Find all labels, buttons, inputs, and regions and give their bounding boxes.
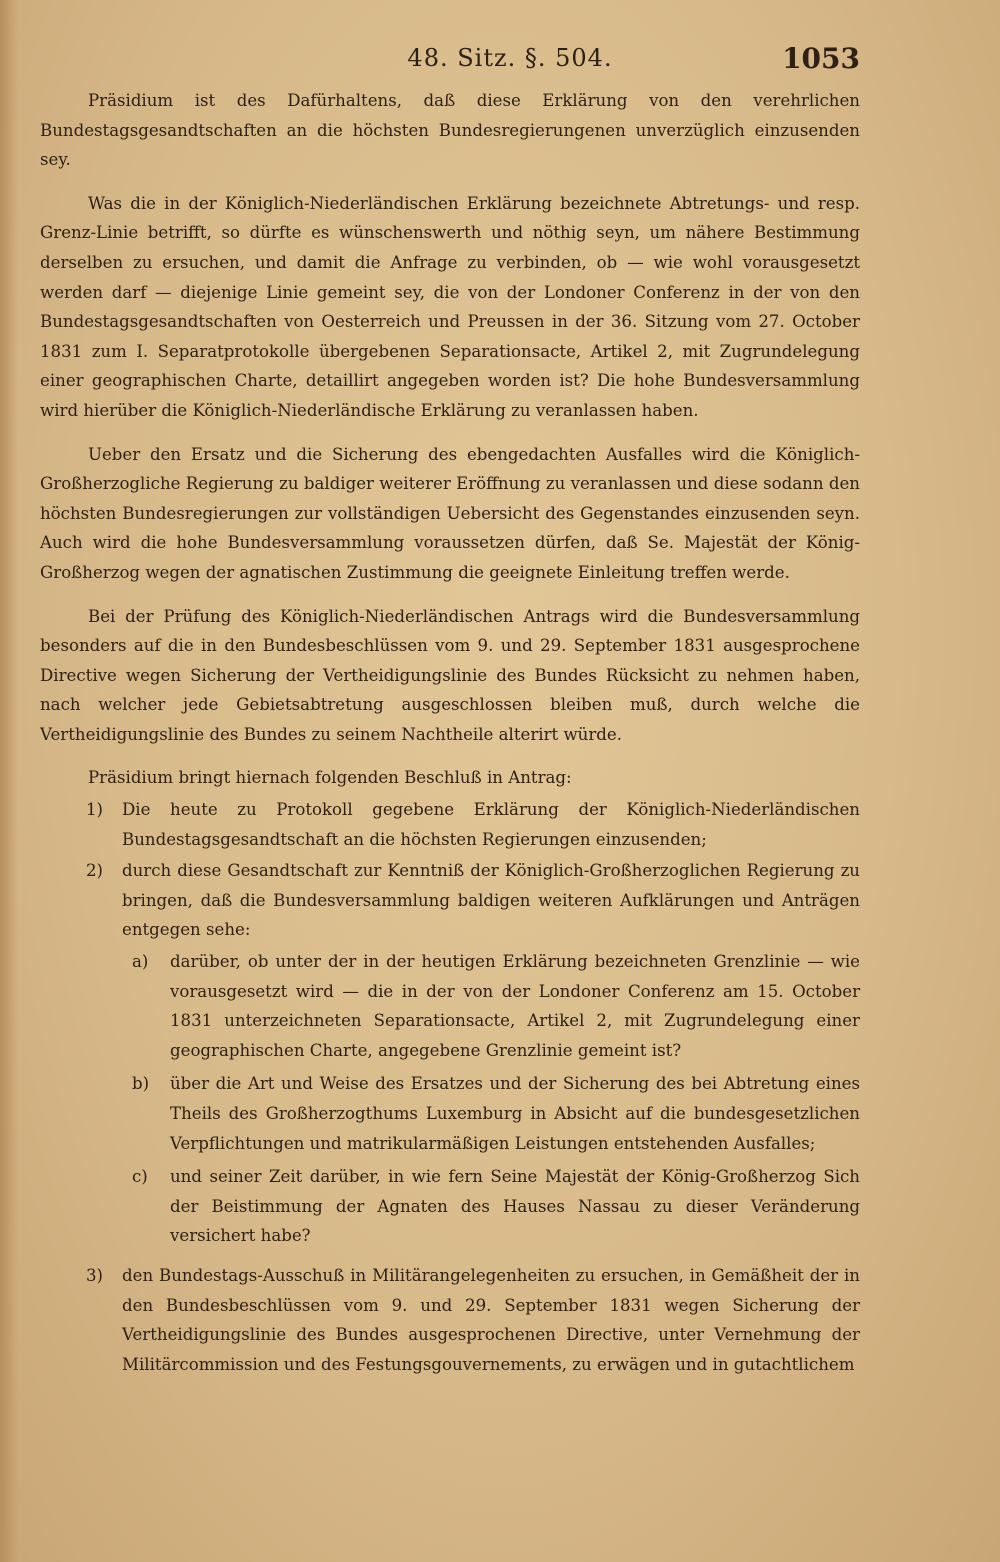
paragraph-4: Bei der Prüfung des Königlich-Niederländischen Antrags wird die Bundesversammlung besonders auf die in den Bundesbeschlüssen vom 9. und 29. September 1831 ausgesprochene Directive wegen Sicherung der Vertheidigungslinie des Bundes Rücksicht zu nehmen haben, nach welcher jede Gebietsabtretung ausgeschlossen bleiben muß, durch welche die Vertheidigungslinie des Bundes zu seinem Nachtheile alterirt würde. xyxy=(40,606,860,744)
sub-item-b-text: über die Art und Weise des Ersatzes und der Sicherung des bei Abtretung eines Theils des Großherzogthums Luxemburg in Absicht auf die bundesgesetzlichen Verpflichtungen und matrikularmäßigen Leistungen entstehenden Ausfalles; xyxy=(170,1074,860,1153)
list-item-2-number: 2) xyxy=(86,861,104,881)
sub-item-c xyxy=(40,1162,860,1251)
list-item-1 xyxy=(40,795,860,854)
list-item-1-text: Die heute zu Protokoll gegebene Erklärung der Königlich-Niederländischen Bundestagsgesandtschaft an die höchsten Regierungen einzusenden; xyxy=(122,800,860,849)
list-item-2 xyxy=(40,856,860,945)
page-number: 1053 xyxy=(782,42,860,75)
list-item-3 xyxy=(40,1261,860,1379)
list-item-3-number: 3) xyxy=(86,1265,104,1285)
paragraph-2: Was die in der Königlich-Niederländischen Erklärung bezeichnete Abtretungs- und resp. Grenz-Linie betrifft, so dürfte es wünschenswerth und nöthig seyn, um nähere Bestimmung derselben zu ersuchen, und damit die Anfrage zu verbinden, ob — wie wohl vorausgesetzt werden darf — diejenige Linie gemeint sey, die von der Londoner Conferenz in der von den Bundestagsgesandtschaften von Oesterreich und Preussen in der 36. Sitzung vom 27. October 1831 zum I. Separatprotokolle übergebenen Separationsacte, Artikel 2, mit Zugrundelegung einer geographischen Charte, detaillirt angegeben worden ist? Die hohe Bundesversammlung wird hierüber die Königlich-Niederländische Erklärung zu veranlassen haben. xyxy=(40,193,860,420)
list-item-2-text: durch diese Gesandtschaft zur Kenntniß der Königlich-Großherzoglichen Regierung zu bringen, daß die Bundesversammlung baldigen weiteren Aufklärungen und Anträgen entgegen sehe: xyxy=(122,861,860,940)
page-header xyxy=(0,44,1000,80)
sub-item-a-text: darüber, ob unter der in der heutigen Erklärung bezeichneten Grenzlinie — wie vorausgesetzt wird — die in der von der Londoner Conferenz am 15. October 1831 unterzeichneten Separationsacte, Artikel 2, mit Zugrundelegung einer geographischen Charte, angegebene Grenzlinie gemeint ist? xyxy=(170,952,860,1060)
paragraph-1: Präsidium ist des Dafürhaltens, daß diese Erklärung von den verehrlichen Bundestagsgesandtschaften an die höchsten Bundesregierungenen unverzüglich einzusenden sey. xyxy=(40,91,860,170)
running-head: 48. Sitz. §. 504. xyxy=(407,44,613,72)
paragraph-3: Ueber den Ersatz und die Sicherung des ebengedachten Ausfalles wird die Königlich-Großherzogliche Regierung zu baldiger weiterer Eröffnung zu veranlassen und diese sodann den höchsten Bundesregierungen zur vollständigen Uebersicht des Gegenstandes einzusenden seyn. Auch wird die hohe Bundesversammlung voraussetzen dürfen, daß Se. Majestät der König-Großherzog wegen der agnatischen Zustimmung die geeignete Einleitung treffen werde. xyxy=(40,444,860,582)
page-edge-shadow xyxy=(0,0,18,1562)
sub-item-c-label: c) xyxy=(132,1167,148,1187)
sub-item-a-label: a) xyxy=(132,952,149,972)
list-item-1-number: 1) xyxy=(86,800,104,820)
list-item-3-text: den Bundestags-Ausschuß in Militärangelegenheiten zu ersuchen, in Gemäßheit der in den Bundesbeschlüssen vom 9. und 29. September 1831 wegen Sicherung der Vertheidigungslinie des Bundes ausgesprochenen Directive, unter Vernehmung der Militärcommission und des Festungsgouvernements, zu erwägen und in gutachtlichem xyxy=(122,1265,860,1374)
sub-item-b-label: b) xyxy=(132,1074,150,1094)
body-text xyxy=(40,86,860,1379)
paragraph-5: Präsidium bringt hiernach folgenden Beschluß in Antrag: xyxy=(88,768,572,788)
sub-item-c-text: und seiner Zeit darüber, in wie fern Seine Majestät der König-Großherzog Sich der Beistimmung der Agnaten des Hauses Nassau zu dieser Veränderung versichert habe? xyxy=(170,1167,860,1246)
sub-item-a xyxy=(40,947,860,1065)
sub-item-b xyxy=(40,1069,860,1158)
